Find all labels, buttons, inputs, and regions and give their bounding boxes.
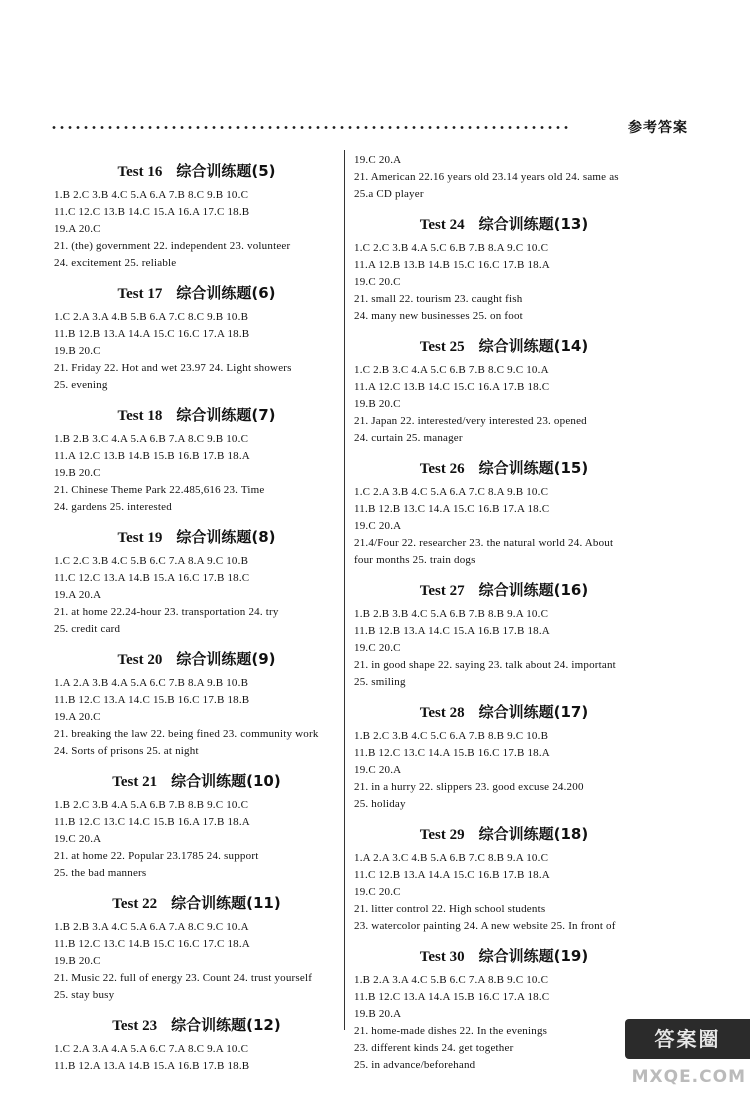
test-subtitle: 综合训练题(19) xyxy=(478,947,589,965)
answer-line: 21. litter control 22. High school students xyxy=(354,903,546,915)
test-label: Test 28 xyxy=(419,705,465,721)
answer-line: 24. curtain 25. manager xyxy=(354,432,463,444)
answer-line: 21. (the) government 22. independent 23. volunteer xyxy=(54,240,291,252)
answer-line: 1.C 2.B 3.C 4.A 5.C 6.B 7.B 8.C 9.C 10.A xyxy=(354,364,549,376)
answer-line: 19.C 20.A xyxy=(54,833,102,845)
answer-line: 19.B 20.C xyxy=(54,955,101,967)
answer-line: 1.A 2.A 3.C 4.B 5.A 6.B 7.C 8.B 9.A 10.C xyxy=(354,852,549,864)
answer-section xyxy=(54,160,339,272)
column-divider xyxy=(344,150,345,1030)
section-title xyxy=(354,335,654,356)
answer-line: 11.B 12.C 13.A 14.C 15.B 16.C 17.B 18.B xyxy=(54,694,250,706)
answer-line: 24. Sorts of prisons 25. at night xyxy=(54,745,199,757)
answer-line: 19.B 20.C xyxy=(354,398,401,410)
answer-line: 25. evening xyxy=(54,379,108,391)
answer-line: 24. excitement 25. reliable xyxy=(54,257,177,269)
answer-line: 21. Music 22. full of energy 23. Count 24. trust yourself xyxy=(54,972,313,984)
test-label: Test 27 xyxy=(419,583,465,599)
answer-line: 1.B 2.C 3.B 4.C 5.C 6.A 7.B 8.B 9.C 10.B xyxy=(354,730,549,742)
answer-line: 25.a CD player xyxy=(354,188,424,200)
answer-line: 25. holiday xyxy=(354,798,406,810)
section-title xyxy=(54,770,339,791)
test-subtitle: 综合训练题(6) xyxy=(176,284,276,302)
answer-section xyxy=(354,945,654,1074)
answer-section xyxy=(354,701,654,813)
answer-line: 1.C 2.C 3.B 4.A 5.C 6.B 7.B 8.A 9.C 10.C xyxy=(354,242,549,254)
test-label: Test 25 xyxy=(419,339,465,355)
answer-line: 23. watercolor painting 24. A new website 25. In front of xyxy=(354,920,616,932)
section-title xyxy=(54,648,339,669)
left-column xyxy=(54,152,339,1075)
test-label: Test 16 xyxy=(117,164,163,180)
section-title xyxy=(54,404,339,425)
test-label: Test 24 xyxy=(419,217,465,233)
answer-line: 11.C 12.C 13.A 14.B 15.A 16.C 17.B 18.C xyxy=(54,572,250,584)
test-label: Test 17 xyxy=(117,286,163,302)
answer-line: 19.C 20.A xyxy=(354,520,402,532)
test-subtitle: 综合训练题(11) xyxy=(171,894,281,912)
test-subtitle: 综合训练题(9) xyxy=(176,650,276,668)
test-subtitle: 综合训练题(8) xyxy=(176,528,276,546)
answer-line: 21. Chinese Theme Park 22.485,616 23. Time xyxy=(54,484,265,496)
answer-line: 11.C 12.B 13.A 14.A 15.C 16.B 17.B 18.A xyxy=(354,869,550,881)
answer-line: 21. Japan 22. interested/very interested 23. opened xyxy=(354,415,587,427)
answer-section xyxy=(354,579,654,691)
test-label: Test 30 xyxy=(419,949,465,965)
answer-line: 1.C 2.A 3.A 4.A 5.A 6.C 7.A 8.C 9.A 10.C xyxy=(54,1043,249,1055)
section-title xyxy=(54,892,339,913)
answer-section xyxy=(54,892,339,1004)
right-sections xyxy=(354,213,654,1074)
section-title xyxy=(354,823,654,844)
section-title xyxy=(354,579,654,600)
section-title xyxy=(354,457,654,478)
answer-line: 1.B 2.B 3.C 4.A 5.A 6.B 7.A 8.C 9.B 10.C xyxy=(54,433,249,445)
answer-line: 1.B 2.C 3.B 4.A 5.A 6.B 7.B 8.B 9.C 10.C xyxy=(54,799,249,811)
header-title: 参考答案 xyxy=(628,120,688,136)
answer-line: 11.B 12.B 13.A 14.C 15.A 16.B 17.B 18.A xyxy=(354,625,550,637)
answer-line: 19.C 20.A xyxy=(354,764,402,776)
answer-section xyxy=(54,526,339,638)
answer-line: 21.4/Four 22. researcher 23. the natural world 24. About xyxy=(354,537,614,549)
answer-section xyxy=(54,282,339,394)
test-label: Test 19 xyxy=(117,530,163,546)
test-label: Test 18 xyxy=(117,408,163,424)
watermark-logo: 答案圈 xyxy=(625,1019,750,1059)
answer-line: 21. Friday 22. Hot and wet 23.97 24. Light showers xyxy=(54,362,292,374)
answer-line: 21. small 22. tourism 23. caught fish xyxy=(354,293,523,305)
section-title xyxy=(54,526,339,547)
test-subtitle: 综合训练题(18) xyxy=(478,825,589,843)
answer-line: 19.C 20.C xyxy=(354,642,401,654)
answer-line: 19.C 20.C xyxy=(354,276,401,288)
answer-line: 19.A 20.C xyxy=(54,223,101,235)
test-subtitle: 综合训练题(16) xyxy=(478,581,589,599)
answer-line: 21. at home 22. Popular 23.1785 24. support xyxy=(54,850,259,862)
answer-line: 1.A 2.A 3.B 4.A 5.A 6.C 7.B 8.A 9.B 10.B xyxy=(54,677,249,689)
answer-section xyxy=(54,404,339,516)
answer-line: 19.B 20.C xyxy=(54,467,101,479)
answer-line: 21. at home 22.24-hour 23. transportation 24. try xyxy=(54,606,279,618)
answer-line: 19.B 20.A xyxy=(354,1008,402,1020)
answer-line: 1.B 2.C 3.B 4.C 5.A 6.A 7.B 8.C 9.B 10.C xyxy=(54,189,249,201)
section-title xyxy=(54,160,339,181)
answer-line: 21. American 22.16 years old 23.14 years old 24. same as xyxy=(354,171,619,183)
answer-line: 23. different kinds 24. get together xyxy=(354,1042,514,1054)
test-subtitle: 综合训练题(13) xyxy=(478,215,589,233)
answer-line: 11.B 12.C 13.C 14.B 15.C 16.C 17.C 18.A xyxy=(54,938,250,950)
test-subtitle: 综合训练题(7) xyxy=(176,406,276,424)
answer-line: 25. the bad manners xyxy=(54,867,147,879)
answer-line: 11.B 12.A 13.A 14.B 15.A 16.B 17.B 18.B xyxy=(54,1060,250,1072)
answer-section xyxy=(54,1014,339,1075)
answer-line: 19.C 20.C xyxy=(354,886,401,898)
answer-line: 11.B 12.B 13.A 14.A 15.C 16.C 17.A 18.B xyxy=(54,328,250,340)
answer-line: 11.B 12.C 13.C 14.A 15.B 16.C 17.B 18.A xyxy=(354,747,550,759)
answer-line: 25. stay busy xyxy=(54,989,115,1001)
answer-line: 25. credit card xyxy=(54,623,121,635)
answer-line: 25. smiling xyxy=(354,676,406,688)
answer-line: 24. gardens 25. interested xyxy=(54,501,172,513)
section-title xyxy=(54,282,339,303)
test-subtitle: 综合训练题(17) xyxy=(478,703,589,721)
answer-line: 21. home-made dishes 22. In the evenings xyxy=(354,1025,548,1037)
answer-line: 21. breaking the law 22. being fined 23. community work xyxy=(54,728,319,740)
answer-line: 24. many new businesses 25. on foot xyxy=(354,310,523,322)
answer-line: 11.B 12.C 13.A 14.A 15.B 16.C 17.A 18.C xyxy=(354,991,550,1003)
section-title xyxy=(354,213,654,234)
answer-line: 21. in a hurry 22. slippers 23. good excuse 24.200 xyxy=(354,781,584,793)
answer-line: 19.C 20.A xyxy=(354,154,402,166)
answer-line: 11.B 12.B 13.C 14.A 15.C 16.B 17.A 18.C xyxy=(354,503,550,515)
test-label: Test 21 xyxy=(112,774,158,790)
test-label: Test 20 xyxy=(117,652,163,668)
answer-line: 25. in advance/beforehand xyxy=(354,1059,476,1071)
answer-line: 21. in good shape 22. saying 23. talk about 24. important xyxy=(354,659,616,671)
answer-section xyxy=(354,213,654,325)
answer-section xyxy=(354,823,654,935)
right-column xyxy=(354,152,654,1074)
answer-line: 1.C 2.A 3.A 4.B 5.B 6.A 7.C 8.C 9.B 10.B xyxy=(54,311,249,323)
answer-line: 1.C 2.C 3.B 4.C 5.B 6.C 7.A 8.A 9.C 10.B xyxy=(54,555,249,567)
watermark-url: MXQE.COM xyxy=(631,1067,746,1087)
test-label: Test 22 xyxy=(112,896,158,912)
test-subtitle: 综合训练题(10) xyxy=(171,772,281,790)
test-label: Test 23 xyxy=(112,1018,158,1034)
answer-line: 1.B 2.A 3.A 4.C 5.B 6.C 7.A 8.B 9.C 10.C xyxy=(354,974,549,986)
answer-line: 1.B 2.B 3.A 4.C 5.A 6.A 7.A 8.C 9.C 10.A xyxy=(54,921,249,933)
test-subtitle: 综合训练题(12) xyxy=(171,1016,281,1034)
answer-line: 19.B 20.C xyxy=(54,345,101,357)
test-subtitle: 综合训练题(5) xyxy=(176,162,276,180)
dotted-rule xyxy=(50,126,570,129)
answer-line: 19.A 20.C xyxy=(54,711,101,723)
answer-line: 1.B 2.B 3.B 4.C 5.A 6.B 7.B 8.B 9.A 10.C xyxy=(354,608,549,620)
answer-section xyxy=(354,457,654,569)
test-subtitle: 综合训练题(15) xyxy=(478,459,589,477)
answer-line: 11.A 12.C 13.B 14.B 15.B 16.B 17.B 18.A xyxy=(54,450,250,462)
answer-section xyxy=(54,770,339,882)
continuation-block xyxy=(354,152,654,203)
section-title xyxy=(54,1014,339,1035)
answer-line: 11.A 12.C 13.B 14.C 15.C 16.A 17.B 18.C xyxy=(354,381,550,393)
answer-line: 1.C 2.A 3.B 4.C 5.A 6.A 7.C 8.A 9.B 10.C xyxy=(354,486,549,498)
answer-line: 11.B 12.C 13.C 14.C 15.B 16.A 17.B 18.A xyxy=(54,816,250,828)
answer-line: 11.C 12.C 13.B 14.C 15.A 16.A 17.C 18.B xyxy=(54,206,250,218)
answer-section xyxy=(354,335,654,447)
answer-line: four months 25. train dogs xyxy=(354,554,476,566)
answer-line: 19.A 20.A xyxy=(54,589,102,601)
test-label: Test 29 xyxy=(419,827,465,843)
section-title xyxy=(354,945,654,966)
page-header xyxy=(50,117,700,139)
answer-line: 11.A 12.B 13.B 14.B 15.C 16.C 17.B 18.A xyxy=(354,259,550,271)
test-subtitle: 综合训练题(14) xyxy=(478,337,589,355)
answer-section xyxy=(54,648,339,760)
test-label: Test 26 xyxy=(419,461,465,477)
section-title xyxy=(354,701,654,722)
